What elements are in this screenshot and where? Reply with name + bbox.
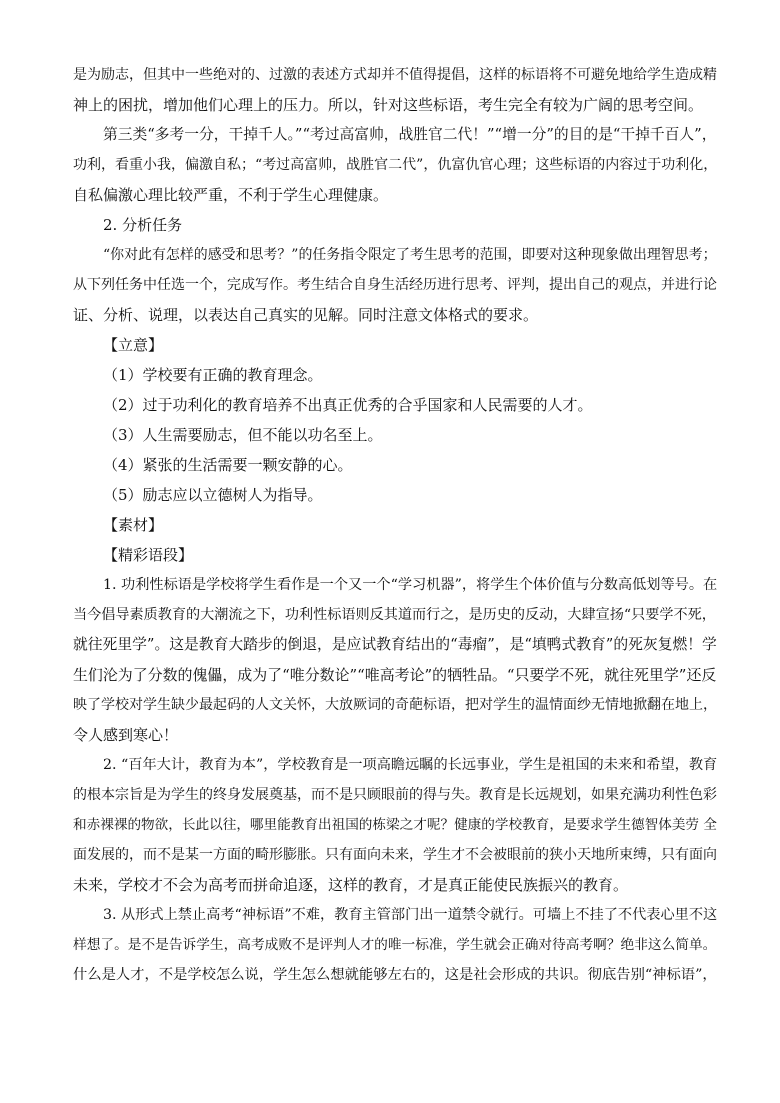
text-line: （1）学校要有正确的教育理念。	[103, 366, 323, 384]
text-line: 当今倡导素质教育的大潮流之下，功利性标语则反其道而行之，是历史的反动，大肆宣扬“只要学不死，	[73, 607, 716, 623]
text-line: 1. 功利性标语是学校将学生看作是一个又一个“学习机器”，将学生个体价值与分数高低划等号。在	[103, 577, 718, 593]
text-line: 映了学校对学生缺少最起码的人文关怀，大放厥词的奇葩标语，把对学生的温情面纱无情地掀翻在地上，	[73, 697, 717, 713]
document-body	[73, 60, 717, 990]
text-line: 生们沦为了分数的傀儡，成为了“唯分数论”“唯高考论”的牺牲品。“只要学不死，就往死里学”还反	[73, 666, 717, 684]
text-line: 什么是人才，不是学校怎么说，学生怎么想就能够左右的，这是社会形成的共识。彻底告别“神标语”，	[73, 967, 717, 983]
text-line: （4）紧张的生活需要一颗安静的心。	[103, 456, 353, 474]
text-line: （5）励志应以立德树人为指导。	[103, 486, 323, 504]
text-line: 从下列任务中任选一个，完成写作。考生结合自身生活经历进行思考、评判，提出自己的观点，并进行论	[73, 277, 717, 293]
text-line: 证、分析、说理，以表达自己真实的见解。同时注意文体格式的要求。	[73, 306, 539, 324]
text-line: 未来，学校才不会为高考而拼命追逐，这样的教育，才是真正能使民族振兴的教育。	[73, 876, 629, 894]
text-line: 【素材】	[103, 516, 164, 534]
text-line: 面发展的，而不是某一方面的畸形膨胀。只有面向未来，学生才不会被眼前的狭小天地所束缚，只有面向	[73, 847, 717, 863]
text-line: 神上的困扰，增加他们心理上的压力。所以，针对这些标语，考生完全有较为广阔的思考空间。	[73, 96, 704, 114]
text-line: 【立意】	[103, 336, 164, 354]
text-line: 和赤裸裸的物欲，长此以往，哪里能教育出祖国的栋梁之才呢？健康的学校教育，是要求学生德智体美劳 全	[73, 817, 717, 833]
text-line: 的根本宗旨是为学生的终身发展奠基，而不是只顾眼前的得与失。教育是长远规划，如果充满功利性色彩	[73, 787, 717, 803]
text-line: “你对此有怎样的感受和思考？”的任务指令限定了考生思考的范围，即要对这种现象做出理智思考；	[103, 247, 717, 263]
text-line: 3. 从形式上禁止高考“神标语”不难，教育主管部门出一道禁令就行。可墙上不挂了不代表心里不这	[103, 907, 718, 923]
text-line: （2）过于功利化的教育培养不出真正优秀的合乎国家和人民需要的人才。	[103, 396, 593, 414]
text-line: 自私偏激心理比较严重，不利于学生心理健康。	[73, 186, 389, 204]
text-line: 就往死里学”。这是教育大踏步的倒退，是应试教育结出的“毒瘤”，是“填鸭式教育”的死灰复燃！学	[73, 636, 717, 653]
text-line: 2. “百年大计，教育为本”，学校教育是一项高瞻远瞩的长远事业，学生是祖国的未来和希望，教育	[103, 757, 718, 773]
text-line: 第三类“多考一分，干掉千人。”“考过高富帅，战胜官二代！”“增一分”的目的是“干掉千百人”，	[103, 126, 717, 143]
text-line: （3）人生需要励志，但不能以功名至上。	[103, 426, 383, 444]
text-line: 样想了。是不是告诉学生，高考成败不是评判人才的唯一标准，学生就会正确对待高考啊？绝非这么简单。	[73, 937, 717, 953]
text-line: 令人感到寒心！	[73, 726, 179, 744]
text-line: 是为励志，但其中一些绝对的、过激的表述方式却并不值得提倡，这样的标语将不可避免地给学生造成精	[73, 67, 717, 83]
text-line: 【精彩语段】	[103, 546, 194, 564]
text-line: 功利，看重小我，偏激自私；“考过高富帅，战胜官二代”，仇富仇官心理；这些标语的内容过于功利化，	[73, 157, 718, 173]
text-line: 2. 分析任务	[103, 216, 183, 234]
